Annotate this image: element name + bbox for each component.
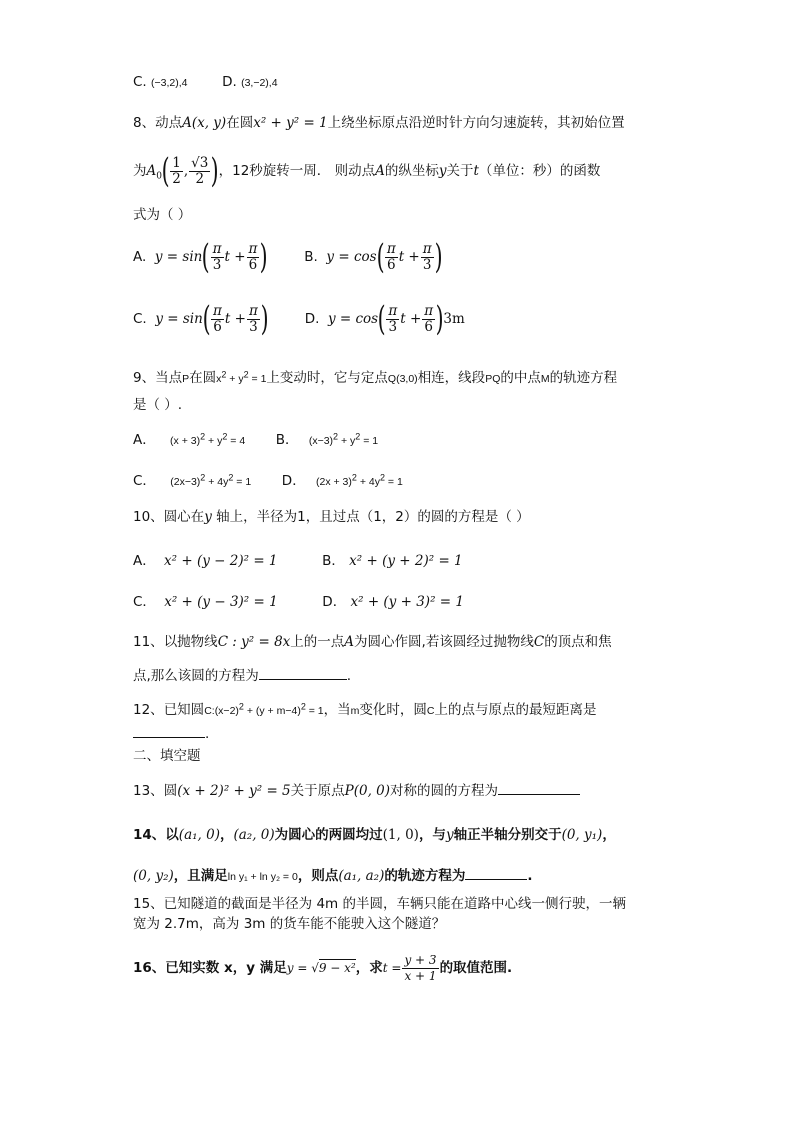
q12-circle-eq: $C:(x-2)^2 + (y + m-4)^2 = 1$	[204, 701, 324, 717]
q10-option-a-label: A．	[133, 553, 156, 569]
q9-option-a: $(x + 3)^2 + y^2 = 4$	[170, 431, 246, 447]
q9-circle-eq: $x^2 + y^2 = 1$	[216, 369, 267, 385]
q9-options-ab	[133, 430, 378, 451]
q7-options	[133, 72, 278, 93]
q9-option-d-label: D．	[281, 473, 306, 489]
q16-text: 已知实数 x，y 满足	[165, 960, 287, 976]
q14-text: .	[527, 868, 533, 884]
q8-options-cd	[133, 298, 465, 340]
q8-number: 8、	[133, 115, 156, 131]
q14-number: 14、	[133, 827, 166, 843]
q8-text: 在圆	[226, 115, 254, 131]
q13-answer-blank[interactable]	[498, 779, 580, 795]
q7-option-d-label: D.	[222, 74, 237, 90]
q16-number: 16、	[133, 960, 166, 976]
q9-line1	[133, 368, 617, 389]
q11-text: 点,那么该圆的方程为	[133, 668, 259, 684]
q14-text: 轴正半轴分别交于	[453, 827, 562, 843]
q10-options-cd	[133, 592, 464, 612]
q16-fraction: $\frac{y + 3}{x + 1}$	[404, 952, 437, 983]
q14-text: ，且满足	[173, 868, 228, 884]
q10-var-y: y	[204, 509, 212, 525]
q9-text: 上变动时，它与定点	[266, 370, 388, 386]
q9-option-a-label: A．	[133, 432, 156, 448]
q14-text: 为圆心的两圆均过	[274, 827, 383, 843]
q9-line2	[133, 395, 182, 415]
q15-text: 宽为 2.7m，高为 3m 的货车能不能驶入这个隧道？	[133, 916, 446, 932]
q9-text: 相连，线段	[417, 370, 486, 386]
q8-text: 关于	[446, 163, 474, 179]
q14-text: ，	[602, 827, 616, 843]
q8-a0-subscript: 0	[156, 171, 162, 182]
q9-option-d: $(2x + 3)^2 + 4y^2 = 1$	[316, 472, 403, 488]
q10-option-d-label: D．	[322, 594, 347, 610]
q16-text: ，求	[355, 960, 383, 976]
q7-option-c-value: (−3,2),4	[151, 77, 188, 89]
q9-point-q: Q(3,0)	[387, 373, 418, 385]
q10-number: 10、	[133, 509, 164, 525]
q7-option-c-label: C.	[133, 74, 147, 90]
q14-center-2: (a₂, 0)	[233, 827, 275, 843]
q8-line2: 为$A_0$( $\frac{1}{2}$ , $\frac{√3}{2}$ )，12秒旋转一周． 则动点A的纵坐标y关于t（单位：秒）的函数	[133, 151, 601, 191]
q8-text: ，12秒旋转一周． 则动点	[218, 163, 376, 179]
q12-answer-blank[interactable]	[133, 722, 205, 738]
q8-point-a: A	[182, 115, 192, 131]
q15-line1	[133, 894, 626, 914]
q15-text: 15、已知隧道的截面是半径为 4m 的半圆，车辆只能在道路中心线一侧行驶，一辆	[133, 896, 626, 912]
q13-text: 关于原点	[290, 783, 345, 799]
section-2-title: 二、填空题	[133, 748, 201, 764]
q14-point-y1: (0, y₁)	[561, 827, 603, 843]
q8-options-ab	[133, 236, 442, 278]
q14-text: 的轨迹方程为	[384, 868, 466, 884]
q9-number: 9、	[133, 370, 156, 386]
q16-constraint: y = √9 − x²	[286, 961, 356, 975]
q15-line2	[133, 914, 445, 934]
q8-var-t: t	[473, 163, 479, 179]
q12-number: 12、	[133, 702, 164, 718]
q14-var-y: y	[445, 827, 454, 843]
q9-text: 的轨迹方程	[549, 370, 618, 386]
q10-text: 轴上，半径为1，且过点（1，2）的圆的方程是（ ）	[211, 509, 530, 525]
q10-option-c-label: C．	[133, 594, 156, 610]
fraction-half: $\frac{1}{2}$	[172, 154, 181, 187]
q9-text: 在圆	[189, 370, 217, 386]
q10-option-b-label: B．	[322, 553, 345, 569]
q8-var-y: y	[438, 163, 447, 179]
q12-line1	[133, 700, 597, 721]
q12-text: ，当	[323, 702, 351, 718]
q9-segment-pq: PQ	[485, 373, 501, 385]
q11-line1	[133, 632, 612, 652]
q13-circle-eq: (x + 2)² + y² = 5	[177, 783, 291, 799]
q11-text: .	[346, 668, 352, 684]
q13-text: 对称的圆的方程为	[390, 783, 499, 799]
q11-text: 为圆心作圆,若该圆经过抛物线	[354, 634, 534, 650]
q8-text: 动点	[155, 115, 183, 131]
q10-option-c: x² + (y − 3)² = 1	[164, 594, 278, 610]
q8-option-d: D. y = cos( $\frac{\pi}{3}$ t + $\frac{\pi}{6}$ )3m	[304, 299, 465, 339]
q9-option-c-label: C．	[133, 473, 156, 489]
q14-point-y2: (0, y₂)	[133, 868, 174, 884]
paren-left: (	[161, 151, 170, 191]
q11-number: 11、	[133, 634, 164, 650]
q9-option-b-label: B．	[275, 432, 299, 448]
fraction-sqrt3-half: $\frac{√3}{2}$	[191, 154, 209, 187]
q14-answer-blank[interactable]	[465, 864, 527, 880]
q8-point-a: A	[375, 163, 385, 179]
q9-options-cd	[133, 471, 403, 492]
q12-circle-c: C	[426, 705, 435, 717]
q12-text: 变化时，圆	[359, 702, 427, 718]
q8-coords: (x, y)	[191, 115, 227, 131]
q13-line	[133, 779, 580, 801]
q8-line3	[133, 205, 191, 225]
q11-line2	[133, 664, 351, 686]
q10-option-b: x² + (y + 2)² = 1	[349, 553, 463, 569]
q11-text: 的顶点和焦	[544, 634, 612, 650]
q8-text: 上绕坐标原点沿逆时针方向匀速旋转，其初始位置	[327, 115, 625, 131]
q14-line1	[133, 825, 616, 845]
q16-var-t: t =	[382, 961, 402, 975]
q16-text: 的取值范围.	[439, 960, 513, 976]
q11-parabola-eq: C : y² = 8x	[217, 634, 291, 650]
q9-text: 的中点	[500, 370, 541, 386]
paren-right: )	[210, 151, 219, 191]
q10-text: 圆心在	[163, 509, 205, 525]
q8-circle-eq: x² + y² = 1	[253, 115, 328, 131]
q8-text: 为	[133, 163, 147, 179]
q9-option-c: $(2x-3)^2 + 4y^2 = 1$	[170, 472, 252, 488]
q14-center-1: (a₁, 0)	[178, 827, 220, 843]
q13-point-p: P(0, 0)	[344, 783, 391, 799]
q10-line1	[133, 507, 530, 527]
q9-text: 是（ ）.	[133, 397, 183, 413]
q12-text: 已知圆	[163, 702, 205, 718]
q9-point-m: M	[540, 373, 550, 385]
q14-text: ，则点	[297, 868, 339, 884]
q12-text: .	[205, 726, 210, 742]
q12-line2	[133, 722, 209, 744]
q7-option-d-value: (3,−2),4	[241, 77, 278, 89]
q11-text: 以抛物线	[163, 634, 218, 650]
q9-point-p: P	[182, 373, 190, 385]
section-title	[133, 746, 201, 766]
q8-option-a: A. y = sin( $\frac{\pi}{3}$ t + $\frac{\pi}{6}$ )	[133, 237, 269, 277]
q8-option-c: C. y = sin( $\frac{\pi}{6}$ t + $\frac{\pi}{3}$ )	[133, 299, 269, 339]
q8-point-a0: A	[146, 163, 157, 179]
q13-number: 13、	[133, 783, 164, 799]
q8-text: 的纵坐标	[384, 163, 439, 179]
q11-point-a: A	[344, 634, 355, 650]
q11-text: 上的一点	[290, 634, 345, 650]
q10-option-d: x² + (y + 3)² = 1	[350, 594, 464, 610]
q13-text: 圆	[163, 783, 178, 799]
q9-text: 当点	[155, 370, 183, 386]
q16-line	[133, 948, 512, 988]
q9-option-b: $(x-3)^2 + y^2 = 1$	[308, 431, 379, 447]
q8-line1	[133, 113, 625, 133]
q8-text: 式为（ ）	[133, 207, 192, 223]
q10-options-ab	[133, 551, 463, 571]
q11-answer-blank[interactable]	[259, 664, 347, 680]
q10-option-a: x² + (y − 2)² = 1	[164, 553, 278, 569]
q14-text: ，与	[418, 827, 446, 843]
q8-text: （单位：秒）的函数	[478, 163, 601, 179]
q14-text: 以	[165, 827, 179, 843]
q8-option-b: B. y = cos( $\frac{\pi}{6}$ t + $\frac{\pi}{3}$ )	[304, 237, 443, 277]
q14-point: (1, 0)	[382, 827, 419, 843]
q14-text: ，	[219, 827, 234, 843]
q14-condition: ln y₁ + ln y₂ = 0	[227, 871, 298, 883]
q12-var-m: m	[350, 705, 360, 717]
q12-text: 上的点与原点的最短距离是	[434, 702, 597, 718]
q14-line2	[133, 864, 533, 887]
q11-curve-c: C	[533, 634, 545, 650]
q14-point-a1a2: (a₁, a₂)	[338, 868, 385, 884]
